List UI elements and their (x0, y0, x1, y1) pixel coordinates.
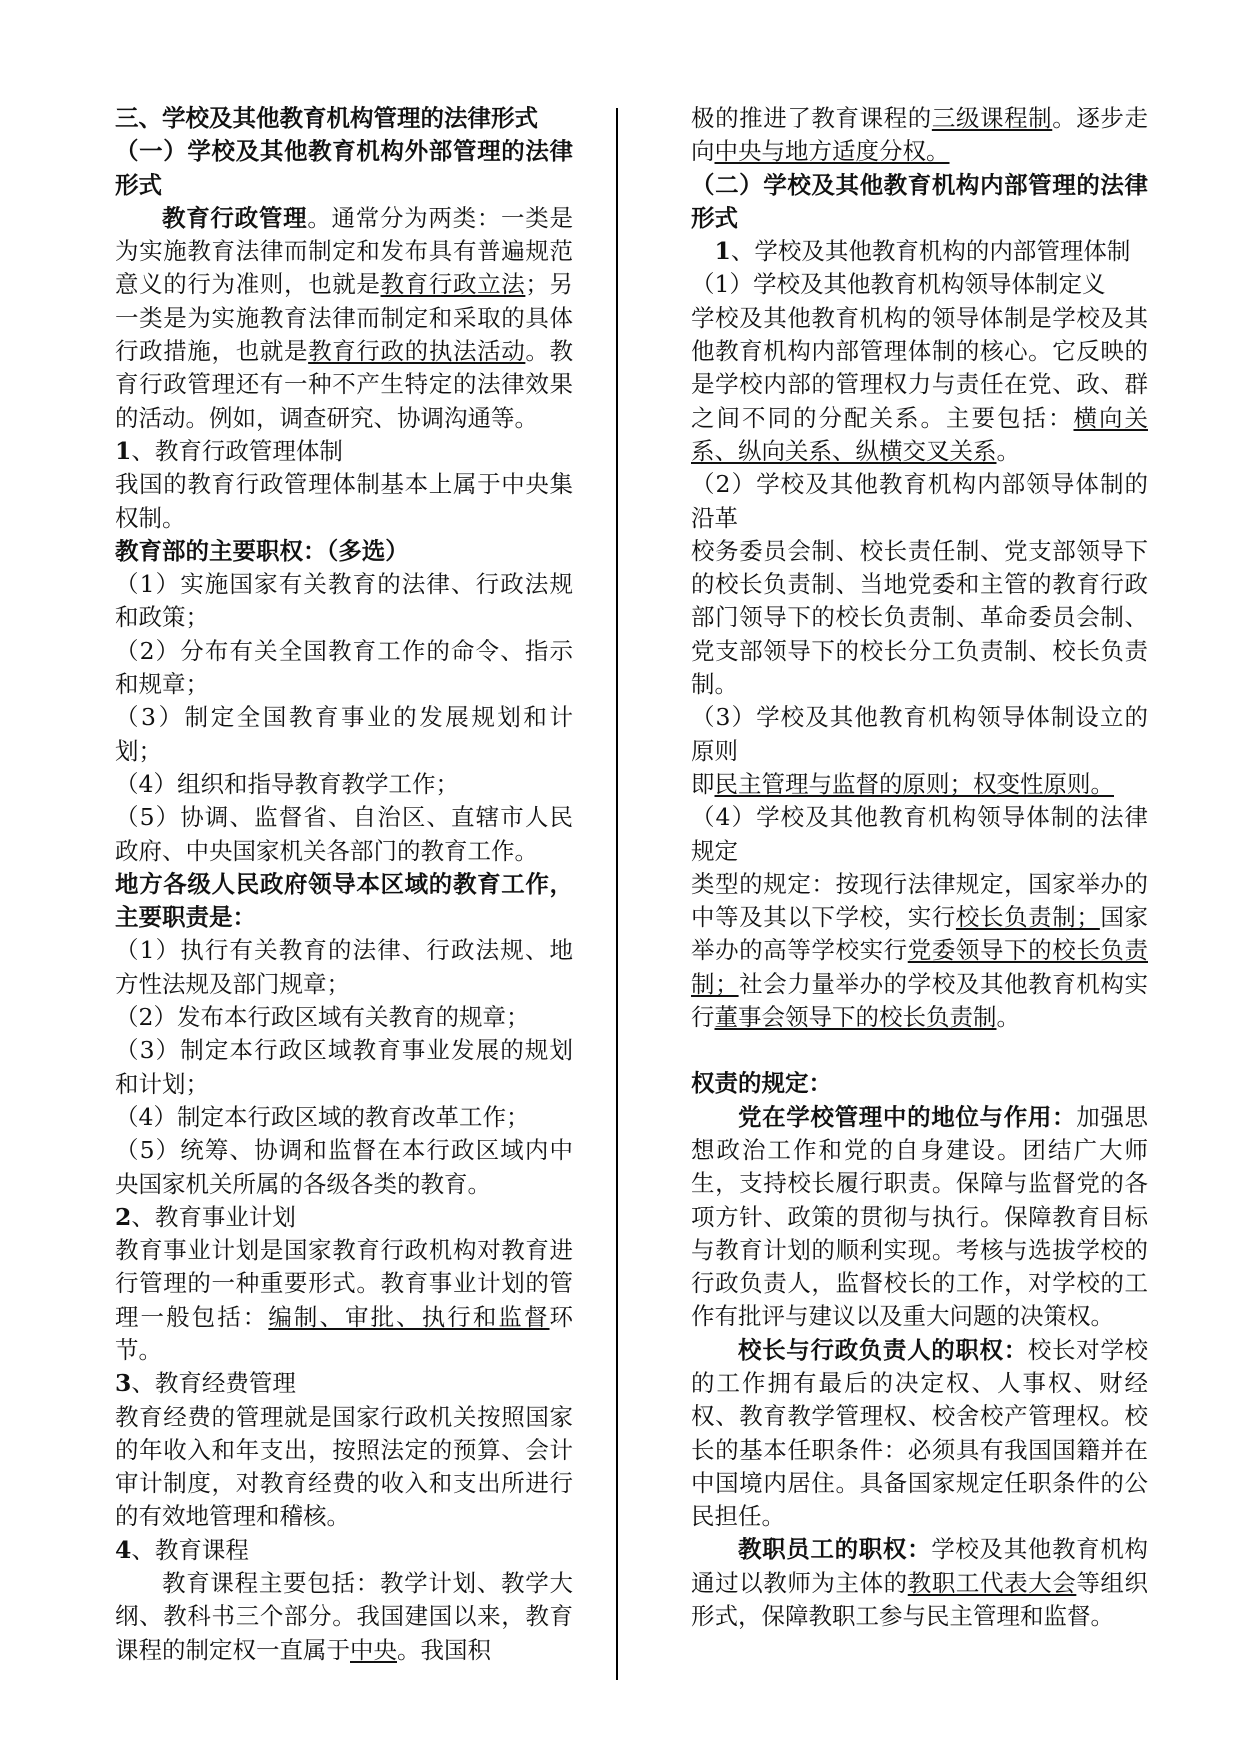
p1-title: （1）学校及其他教育机构领导体制定义 (691, 270, 1106, 299)
party-text: 加强思想政治工作和党的自身建设。团结广大师生，支持校长履行职责。保障与监督党的各项方针、政策的贯彻与执行。保障教育目标与教育计划的顺利实现。考核与选拔学校的行政负责人，监督校长的工作，对学校的工作有批评与建议以及重大问题的决策权。 (691, 1102, 1148, 1331)
cont-text-1: 极的推进了教育课程的 (691, 104, 932, 132)
p4-text-3: 社会力量举办的学校及其他教育机构实行 (691, 969, 1149, 1032)
subsection-heading-external: （一）学校及其他教育机构外部管理的法律形式 (115, 137, 573, 199)
p1-underline: 横向关系、纵向关系、纵横交叉关系 (691, 403, 1148, 465)
p1-end: 。 (996, 436, 1020, 465)
r-s1-num: 1 (714, 237, 731, 266)
s3-heading (115, 1367, 573, 1400)
p3-underline: 民主管理与监督的原则；权变性原则。 (714, 769, 1114, 798)
local-item: （3）制定本行政区域教育事业发展的规划和计划； (115, 1036, 573, 1098)
s4-title: 、教育课程 (131, 1535, 249, 1564)
local-item: （2）发布本行政区域有关教育的规章； (115, 1003, 530, 1032)
s3-title: 、教育经费管理 (131, 1369, 296, 1398)
p4-underline-2: 党委领导下的校长负责制； (691, 936, 1148, 998)
continued-paragraph (691, 102, 1148, 169)
p4-paragraph (691, 868, 1148, 1034)
p4-text-1: 类型的规定：按现行法律规定，国家举办的中等及其以下学校，实行 (691, 869, 1148, 932)
ministry-item: （5）协调、监督省、自治区、直辖市人民政府、中央国家机关各部门的教育工作。 (115, 803, 573, 865)
p3-title: （3）学校及其他教育机构领导体制设立的原则 (691, 703, 1148, 765)
staff-text-2: 等组织形式，保障教职工参与民主管理和监督。 (691, 1568, 1149, 1631)
principal-paragraph (691, 1334, 1148, 1534)
s4-underline: 中央 (350, 1635, 397, 1664)
p4-underline-3: 董事会领导下的校长负责制 (714, 1003, 997, 1032)
intro-paragraph (115, 202, 573, 435)
principal-lead: 校长与行政负责人的职权： (738, 1335, 1028, 1364)
cont-underline-2: 中央与地方适度分权。 (714, 137, 950, 166)
s4-num: 4 (115, 1535, 132, 1564)
s1-num: 1 (115, 436, 132, 465)
s4-heading (115, 1534, 573, 1567)
p2-text: 校务委员会制、校长责任制、党支部领导下的校长负责制、当地党委和主管的教育行政部门领导下的校长负责制、革命委员会制、党支部领导下的校长分工负责制、校长负责制。 (691, 536, 1148, 699)
local-title: 地方各级人民政府领导本区域的教育工作，主要职责是： (115, 869, 573, 932)
right-column (691, 102, 1148, 1633)
section-heading: 三、学校及其他教育机构管理的法律形式 (115, 104, 538, 132)
p4-end: 。 (996, 1003, 1020, 1032)
p2-title: （2）学校及其他教育机构内部领导体制的沿革 (691, 470, 1148, 532)
principal-text: 校长对学校的工作拥有最后的决定权、人事权、财经权、教育教学管理权、校舍校产管理权。校长的基本任职条件：必须具有我国国籍并在中国境内居住。具备国家规定任职条件的公民担任。 (691, 1335, 1148, 1531)
s4-text: 教育课程主要包括：教学计划、教学大纲、教科书三个部分。我国建国以来，教育课程的制定权一直属于 (115, 1569, 573, 1664)
intro-text-1: 。通常分为两类：一类是为实施教育法律而制定和发布具有普遍规范意义的行为准则，也就是 (115, 203, 573, 299)
column-divider (616, 108, 618, 1680)
intro-lead: 教育行政管理 (162, 203, 308, 232)
r-s1-heading (691, 235, 1148, 268)
s2-heading (115, 1201, 573, 1234)
p4-title: （4）学校及其他教育机构领导体制的法律规定 (691, 803, 1148, 865)
ministry-item: （1）实施国家有关教育的法律、行政法规和政策； (115, 570, 573, 632)
local-item: （1）执行有关教育的法律、行政法规、地方性法规及部门规章； (115, 936, 573, 998)
local-item: （4）制定本行政区域的教育改革工作； (115, 1102, 530, 1131)
s4-end: 。我国积 (397, 1635, 491, 1664)
blank-line (691, 1034, 1148, 1067)
staff-lead: 教职员工的职权： (738, 1535, 932, 1564)
s2-end: 环节。 (115, 1302, 574, 1364)
p3-paragraph (691, 768, 1148, 801)
staff-underline: 教职工代表大会 (907, 1568, 1077, 1597)
local-item: （5）统筹、协调和监督在本行政区域内中央国家机关所属的各级各类的教育。 (115, 1136, 573, 1198)
party-paragraph (691, 1101, 1148, 1334)
staff-text-1: 学校及其他教育机构通过以教师为主体的 (691, 1535, 1148, 1597)
p1-text: 学校及其他教育机构的领导体制是学校及其他教育机构内部管理体制的核心。它反映的是学校内部的管理权力与责任在党、政、群之间不同的分配关系。主要包括： (691, 303, 1148, 432)
s4-paragraph (115, 1567, 573, 1667)
left-column (115, 102, 573, 1667)
ministry-title: 教育部的主要职权：（多选） (115, 536, 409, 565)
s1-heading (115, 435, 573, 468)
s2-num: 2 (115, 1202, 132, 1231)
s2-text: 教育事业计划是国家教育行政机构对教育进行管理的一种重要形式。教育事业计划的管理一般包括： (115, 1236, 573, 1331)
ministry-item: （2）分布有关全国教育工作的命令、指示和规章； (115, 636, 573, 699)
s2-underline: 编制、审批、执行和监督 (268, 1302, 550, 1331)
s3-text: 教育经费的管理就是国家行政机关按照国家的年收入和年支出，按照法定的预算、会计审计制度，对教育经费的收入和支出所进行的有效地管理和稽核。 (115, 1402, 573, 1531)
p3-text: 即 (691, 769, 715, 798)
rights-title: 权责的规定： (691, 1069, 832, 1098)
ministry-item: （4）组织和指导教育教学工作； (115, 769, 459, 798)
s1-text: 我国的教育行政管理体制基本上属于中央集权制。 (115, 470, 573, 532)
party-lead: 党在学校管理中的地位与作用： (738, 1102, 1077, 1131)
p1-paragraph (691, 302, 1148, 468)
s3-num: 3 (115, 1369, 132, 1398)
s2-title: 、教育事业计划 (131, 1202, 296, 1231)
staff-paragraph (691, 1533, 1148, 1633)
p4-text-2: 国家举办的高等学校实行 (691, 903, 1149, 965)
s1-title: 、教育行政管理体制 (131, 436, 343, 465)
cont-underline-1: 三级课程制 (931, 104, 1053, 132)
intro-text-3: 。教育行政管理还有一种不产生特定的法律效果的活动。例如，调查研究、协调沟通等。 (115, 337, 574, 432)
intro-underline-2: 教育行政的执法活动 (308, 337, 526, 366)
intro-text-2: ；另一类是为实施教育法律而制定和采取的具体行政措施，也就是 (115, 270, 574, 366)
ministry-item: （3）制定全国教育事业的发展规划和计划； (115, 703, 573, 765)
p4-underline-1: 校长负责制； (955, 903, 1100, 932)
r-s1-title: 、学校及其他教育机构的内部管理体制 (730, 237, 1131, 266)
intro-underline-1: 教育行政立法 (380, 270, 526, 299)
s2-paragraph (115, 1234, 573, 1367)
cont-text-2: 。逐步走向 (691, 104, 1149, 166)
subsection-heading-internal: （二）学校及其他教育机构内部管理的法律形式 (691, 170, 1148, 232)
